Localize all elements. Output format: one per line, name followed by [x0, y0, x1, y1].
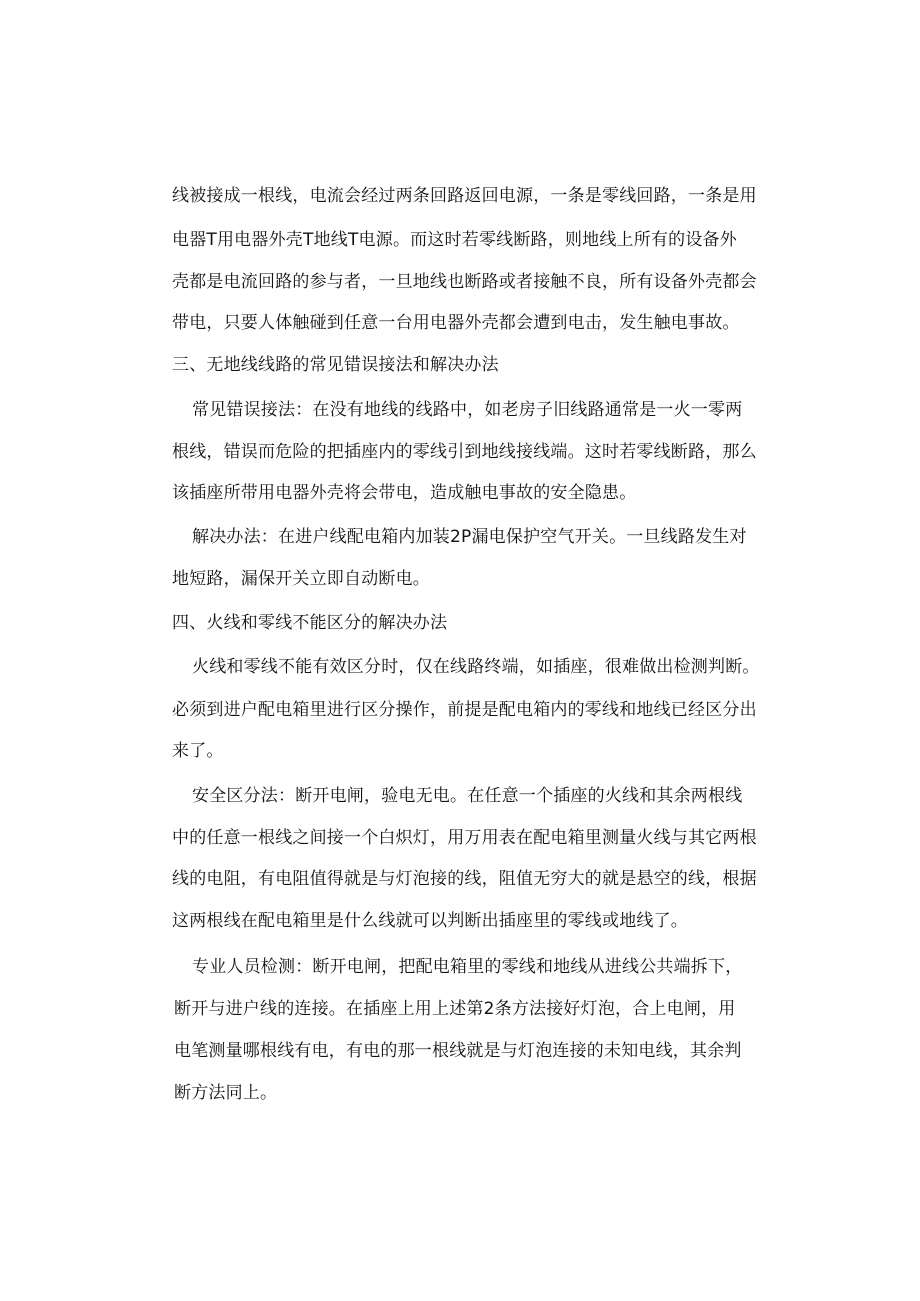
section-heading-3: 三、无地线线路的常见错误接法和解决办法 — [172, 355, 499, 375]
paragraph-2-line-2: 根线，错误而危险的把插座内的零线引到地线接线端。这时若零线断路，那么 — [172, 442, 757, 462]
paragraph-3-line-1: 解决办法：在进户线配电箱内加装2P漏电保护空气开关。一旦线路发生对 — [192, 527, 747, 547]
section-heading-4: 四、火线和零线不能区分的解决办法 — [172, 613, 448, 633]
paragraph-6-line-3: 电笔测量哪根线有电，有电的那一根线就是与灯泡连接的未知电线，其余判 — [174, 1041, 742, 1061]
paragraph-4-line-3: 来了。 — [172, 741, 224, 761]
paragraph-3-line-2: 地短路，漏保开关立即自动断电。 — [172, 569, 430, 589]
paragraph-6-line-1: 专业人员检测：断开电闸，把配电箱里的零线和地线从进线公共端拆下， — [192, 957, 743, 977]
paragraph-1-line-1: 线被接成一根线，电流会经过两条回路返回电源，一条是零线回路，一条是用 — [172, 186, 757, 206]
paragraph-1-line-2: 电器T用电器外壳T地线T电源。而这时若零线断路，则地线上所有的设备外 — [172, 230, 737, 250]
paragraph-1-line-3: 壳都是电流回路的参与者，一旦地线也断路或者接触不良，所有设备外壳都会 — [172, 272, 757, 292]
paragraph-2-line-1: 常见错误接法：在没有地线的线路中，如老房子旧线路通常是一火一零两 — [192, 400, 743, 420]
paragraph-5-line-4: 这两根线在配电箱里是什么线就可以判断出插座里的零线或地线了。 — [172, 911, 688, 931]
paragraph-5-line-2: 中的任意一根线之间接一个白炽灯，用万用表在配电箱里测量火线与其它两根 — [172, 828, 757, 848]
paragraph-5-line-3: 线的电阻，有电阻值得就是与灯泡接的线，阻值无穷大的就是悬空的线，根据 — [172, 869, 757, 889]
paragraph-1-line-4: 带电，只要人体触碰到任意一台用电器外壳都会遭到电击，发生触电事故。 — [172, 313, 740, 333]
paragraph-6-line-4: 断方法同上。 — [174, 1083, 278, 1103]
paragraph-4-line-2: 必须到进户配电箱里进行区分操作，前提是配电箱内的零线和地线已经区分出 — [172, 700, 757, 720]
paragraph-2-line-3: 该插座所带用电器外壳将会带电，造成触电事故的安全隐患。 — [172, 483, 637, 503]
paragraph-6-line-2: 断开与进户线的连接。在插座上用上述第2条方法接好灯泡，合上电闸，用 — [174, 999, 736, 1019]
paragraph-4-line-1: 火线和零线不能有效区分时，仅在线路终端，如插座，很难做出检测判断。 — [192, 657, 760, 677]
paragraph-5-line-1: 安全区分法：断开电闸，验电无电。在任意一个插座的火线和其余两根线 — [192, 786, 743, 806]
